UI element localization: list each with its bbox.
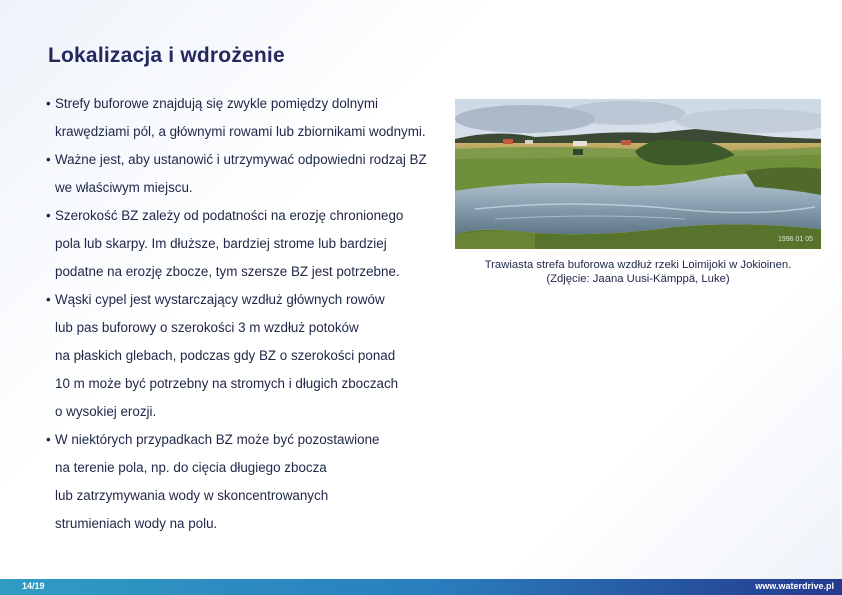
bullet-marker: • bbox=[46, 292, 51, 307]
bullet-text-line: 10 m może być potrzebny na stromych i długich zboczach bbox=[55, 376, 399, 391]
bullet-item bbox=[46, 146, 456, 202]
bullet-item bbox=[46, 202, 456, 286]
website-link[interactable]: www.waterdrive.pl bbox=[755, 581, 834, 591]
footer-bar bbox=[0, 579, 842, 595]
bullet-marker: • bbox=[46, 432, 51, 447]
bullet-text-line: o wysokiej erozji. bbox=[55, 404, 157, 419]
bullet-marker: • bbox=[46, 96, 51, 111]
bullet-item bbox=[46, 286, 456, 426]
bullet-marker: • bbox=[46, 152, 51, 167]
photo-date-stamp: 1996 01 05 bbox=[777, 236, 813, 243]
page-number: 14/19 bbox=[22, 581, 45, 591]
photo-caption-line: Trawiasta strefa buforowa wzdłuż rzeki Loimijoki w Jokioinen. bbox=[484, 259, 792, 271]
bullet-item bbox=[46, 426, 456, 538]
bullet-text-line: we właściwym miejscu. bbox=[55, 180, 193, 195]
slide-title: Lokalizacja i wdrożenie bbox=[48, 44, 285, 67]
bullet-text-line: krawędziami pól, a głównymi rowami lub zbiornikami wodnymi. bbox=[55, 124, 426, 139]
bullet-text-line: na terenie pola, np. do cięcia długiego zbocza bbox=[55, 460, 327, 475]
landscape-illustration bbox=[455, 99, 821, 249]
bullet-text-line: strumieniach wody na polu. bbox=[55, 516, 218, 531]
bullet-text-line: lub zatrzymywania wody w skoncentrowanych bbox=[55, 488, 329, 503]
bullet-text-line: lub pas buforowy o szerokości 3 m wzdłuż potoków bbox=[55, 320, 359, 335]
bullet-marker: • bbox=[46, 208, 51, 223]
photo-caption-credit: (Zdjęcie: Jaana Uusi-Kämppä, Luke) bbox=[546, 273, 730, 285]
bullet-text-line: na płaskich glebach, podczas gdy BZ o szerokości ponad bbox=[55, 348, 396, 363]
bullet-text-line: podatne na erozję zbocze, tym szersze BZ jest potrzebne. bbox=[55, 264, 400, 279]
bullet-text-line: pola lub skarpy. Im dłuższe, bardziej strome lub bardziej bbox=[55, 236, 387, 251]
bullet-item bbox=[46, 90, 456, 146]
bullet-list bbox=[46, 90, 456, 538]
bullet-text-line: Szerokość BZ zależy od podatności na erozję chronionego bbox=[55, 208, 404, 223]
bullet-text-line: W niektórych przypadkach BZ może być pozostawione bbox=[55, 432, 380, 447]
bullet-text-line: Strefy buforowe znajdują się zwykle pomiędzy dolnymi bbox=[55, 96, 379, 111]
bullet-text-line: Wąski cypel jest wystarczający wzdłuż głównych rowów bbox=[55, 292, 385, 307]
bullet-text-line: Ważne jest, aby ustanowić i utrzymywać odpowiedni rodzaj BZ bbox=[55, 152, 427, 167]
photo-caption bbox=[455, 258, 821, 286]
river-buffer-zone-photo bbox=[455, 99, 821, 249]
